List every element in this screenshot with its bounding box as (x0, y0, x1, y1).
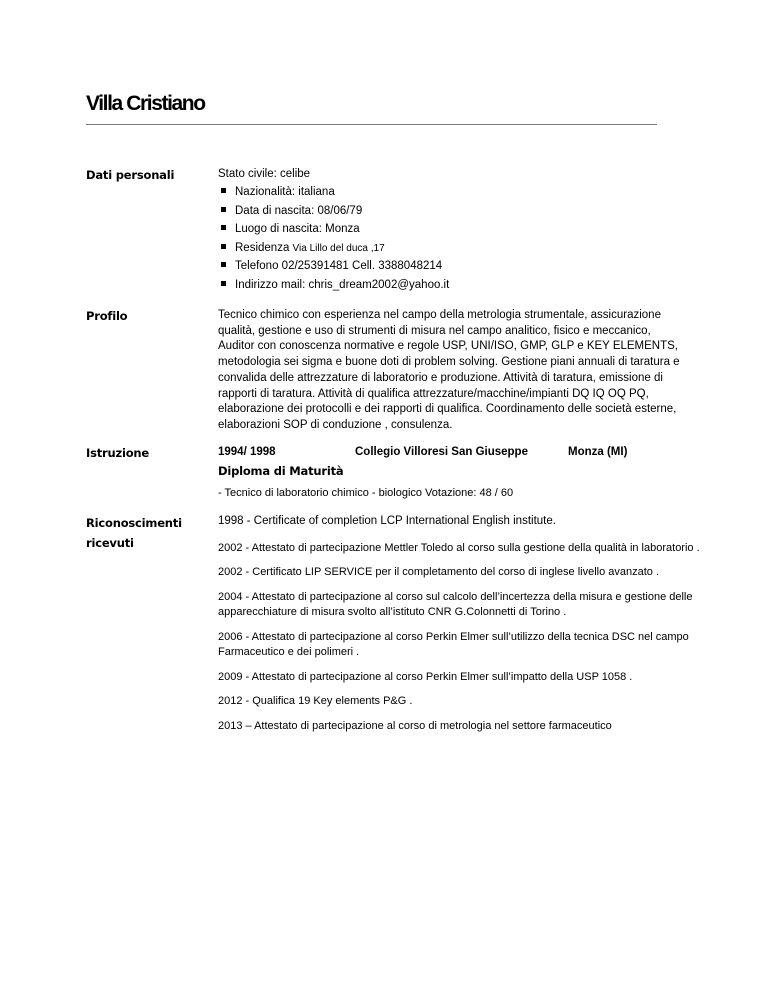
award-item: 2013 – Attestato di partecipazione al corso di metrologia nel settore farmaceutico (218, 719, 612, 732)
personal-item-text: Indirizzo mail: chris_dream2002@yahoo.it (235, 278, 450, 291)
personal-item-text: Residenza (235, 241, 293, 254)
profile-text: Tecnico chimico con esperienza nel campo della metrologia strumentale, assicurazione qualità, gestione e uso di strumenti di misura nel campo analitico, fisico e meccanico, Auditor con conoscenza normative e regole USP, UNI/ISO, GMP, GLP e KEY ELEMENTS, metodologia sei sigma e buone doti di problem solving. Gestione piani annuali di taratura e convalida delle attrezzature di laboratorio e produzione. Attività di taratura, emissione di rapporti di taratura. Attività di qualifica attrezzature/macchine/impianti DQ IQ OQ PQ, elaborazione dei protocolli e dei rapporti di qualifica. Coordinamento delle società esterne, elaborazioni SOP di conduzione , consulenza. (218, 309, 680, 431)
section-label-personal: Dati personali (86, 168, 175, 182)
section-label-profile: Profilo (86, 309, 128, 323)
section-label-awards-line2: ricevuti (86, 536, 134, 550)
award-item: 2002 - Certificato LIP SERVICE per il completamento del corso di inglese livello avanzato . (218, 566, 660, 578)
section-label-awards (86, 513, 182, 553)
education-years: 1994/ 1998 (218, 446, 276, 458)
section-label-awards-line1: Riconoscimenti (86, 516, 182, 530)
award-item: 1998 - Certificate of completion LCP International English institute. (218, 515, 556, 527)
bullet-square-icon (221, 262, 226, 267)
bullet-square-icon (221, 225, 226, 230)
personal-item-text: Luogo di nascita: Monza (235, 223, 360, 235)
education-degree: Diploma di Maturità (218, 464, 344, 478)
personal-item (218, 257, 708, 276)
education-school: Collegio Villoresi San Giuseppe (355, 446, 528, 458)
personal-item (218, 276, 708, 295)
award-item: 2004 - Attestato di partecipazione al corso sul calcolo dell’incertezza della misura e gestione delle apparecchiature di misura svolto all’istituto CNR G.Colonnetti di Torino . (218, 590, 693, 618)
bullet-square-icon (221, 207, 226, 212)
award-item: 2012 - Qualifica 19 Key elements P&G . (218, 695, 413, 707)
personal-item-text: Telefono 02/25391481 Cell. 3388048214 (235, 260, 443, 272)
bullet-square-icon (221, 188, 226, 193)
education-header-row (218, 443, 658, 461)
cv-name-title: Villa Cristiano (86, 92, 205, 115)
bullet-square-icon (221, 244, 226, 249)
education-block (218, 443, 658, 502)
awards-list (218, 514, 704, 743)
education-detail: - Tecnico di laboratorio chimico - biologico Votazione: 48 / 60 (218, 487, 514, 499)
personal-item (218, 183, 708, 202)
section-label-education: Istruzione (86, 446, 150, 460)
personal-data-block (218, 165, 708, 294)
personal-item-text: Data di nascita: 08/06/79 (235, 204, 363, 217)
award-item: 2009 - Attestato di partecipazione al corso Perkin Elmer sull’impatto della USP 1058 . (218, 670, 633, 683)
award-item: 2006 - Attestato di partecipazione al corso Perkin Elmer sull’utilizzo della tecnica DSC nel campo Farmaceutico e dei polimeri . (218, 630, 689, 658)
education-city: Monza (MI) (568, 446, 628, 458)
title-divider (86, 124, 657, 125)
bullet-square-icon (221, 281, 226, 286)
personal-item (218, 202, 708, 221)
personal-item-text: Nazionalità: italiana (235, 186, 335, 198)
personal-item (218, 220, 708, 239)
residence-address: Via Lillo del duca ,17 (292, 242, 385, 254)
award-item: 2002 - Attestato di partecipazione Mettler Toledo al corso sulla gestione della qualità in laboratorio . (218, 541, 700, 554)
personal-item (218, 239, 708, 258)
civil-status: Stato civile: celibe (218, 168, 311, 180)
